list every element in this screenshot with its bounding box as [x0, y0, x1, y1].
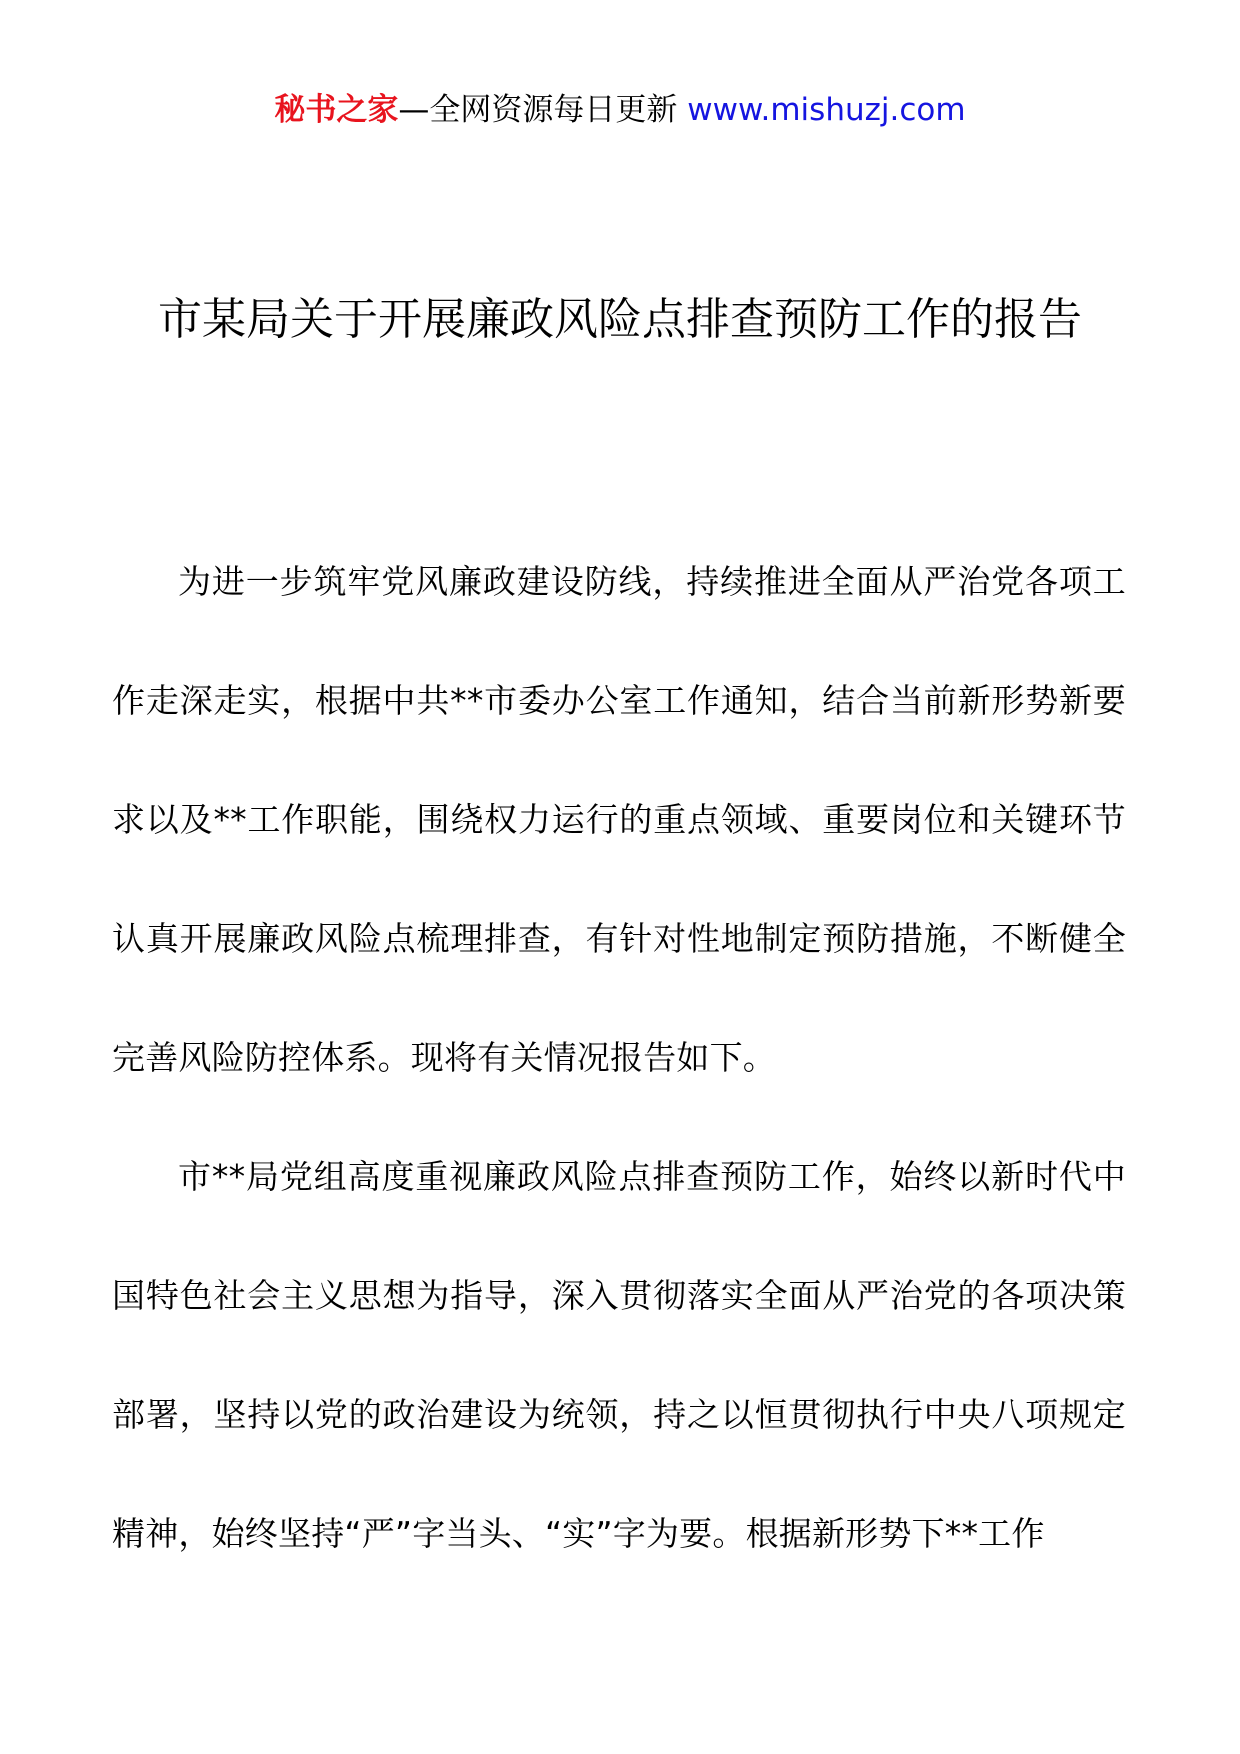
site-url-link[interactable]: www.mishuzj.com	[687, 92, 966, 128]
paragraph-second: 市**局党组高度重视廉政风险点排查预防工作，始终以新时代中国特色社会主义思想为指导，深入贯彻落实全面从严治党的各项决策部署，坚持以党的政治建设为统领，持之以恒贯彻执行中央八项规定精神，始终坚持“严”字当头、“实”字为要。根据新形势下**工作	[112, 1157, 1126, 1553]
site-header	[0, 88, 1240, 132]
site-brand: 秘书之家	[274, 92, 399, 128]
paragraph-intro: 为进一步筑牢党风廉政建设防线，持续推进全面从严治党各项工作走深走实，根据中共**市委办公室工作通知，结合当前新形势新要求以及**工作职能，围绕权力运行的重点领域、重要岗位和关键环节认真开展廉政风险点梳理排查，有针对性地制定预防措施，不断健全完善风险防控体系。现将有关情况报告如下。	[112, 562, 1126, 1077]
document-body	[112, 522, 1126, 1593]
site-tagline: —全网资源每日更新	[398, 92, 678, 128]
document-title: 市某局关于开展廉政风险点排查预防工作的报告	[158, 294, 1082, 345]
